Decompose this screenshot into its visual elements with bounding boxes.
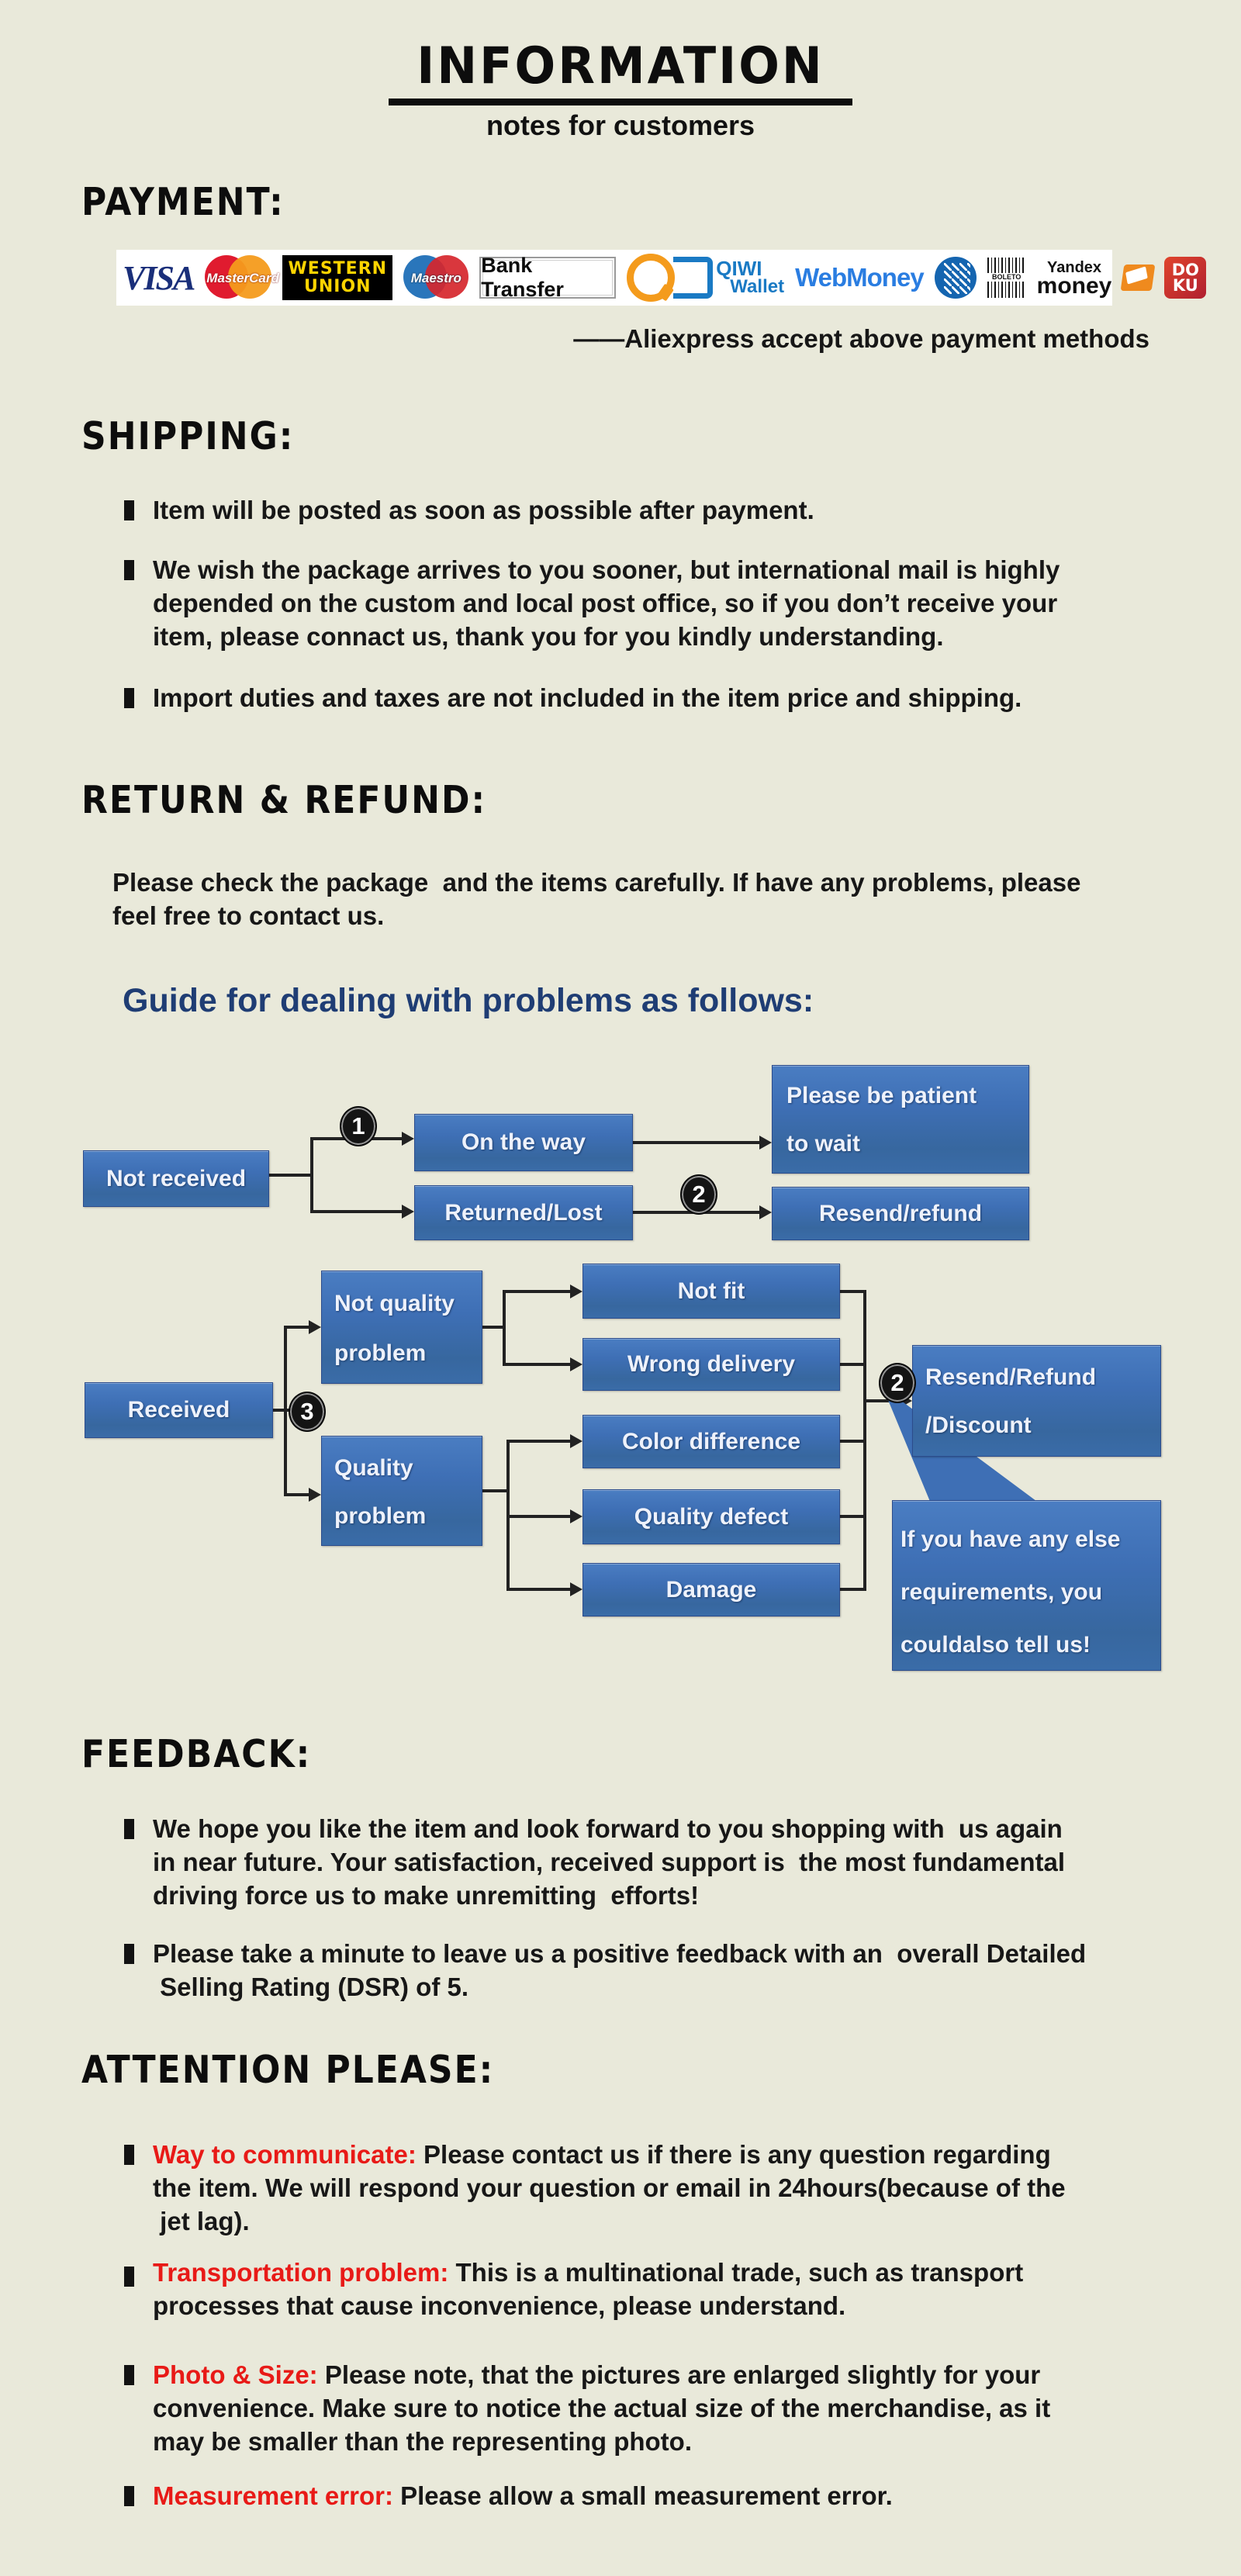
- attention-bullet1-line3: jet lag).: [153, 2207, 250, 2235]
- webmoney-label: WebMoney: [795, 263, 924, 292]
- return-line1: Please check the package and the items carefully. If have any problems, please: [112, 868, 1081, 897]
- wallet-icon: [1121, 265, 1156, 291]
- feedback-bullets: [124, 1812, 1210, 2004]
- bullet-square-icon: [124, 1944, 134, 1964]
- flow-node-quality-problem: [321, 1436, 482, 1546]
- qiwi-wallet-icon: [673, 257, 713, 299]
- qiwi-q-icon: [627, 254, 675, 302]
- flow-node-line: problem: [334, 1503, 427, 1529]
- flow-node-resend-refund: Resend/refund: [772, 1187, 1029, 1240]
- flow-node-not-received: Not received: [83, 1150, 269, 1207]
- flow-speech-bubble: [892, 1500, 1161, 1671]
- flow-node-quality-defect: Quality defect: [582, 1489, 840, 1544]
- flow-node-not-quality-problem: [321, 1271, 482, 1384]
- feedback-bullet2-line1: Please take a minute to leave us a positive feedback with an overall Detailed: [153, 1939, 1087, 1968]
- attention-bullet2-line1: [153, 2256, 1023, 2289]
- attention-bullet1-lead: Way to communicate:: [153, 2140, 417, 2169]
- attention-bullet3-line3: may be smaller than the representing photo.: [153, 2427, 692, 2456]
- attention-bullet3-first: Please note, that the pictures are enlarged slightly for your: [317, 2360, 1041, 2389]
- return-line2: feel free to contact us.: [112, 901, 385, 930]
- attention-bullet2-lead: Transportation problem:: [153, 2258, 449, 2287]
- flow-node-resend-refund-discount: [912, 1345, 1161, 1457]
- flow-node-line: Not quality: [334, 1291, 455, 1316]
- flow-node-returned-lost: Returned/Lost: [414, 1185, 633, 1240]
- bullet-square-icon: [124, 560, 134, 580]
- qiwi-wallet-logo: [627, 254, 784, 302]
- western-union-logo: [282, 255, 392, 300]
- attention-bullet2-first: This is a multinational trade, such as transport: [448, 2258, 1024, 2287]
- payment-methods-strip: [116, 250, 1200, 306]
- doku-label-line2: KU: [1172, 276, 1198, 295]
- attention-bullet3-lead: Photo & Size:: [153, 2360, 318, 2389]
- list-item: [124, 2358, 1210, 2458]
- payment-heading: PAYMENT:: [81, 180, 285, 225]
- step-badge-1: 1: [340, 1106, 377, 1146]
- title-underline: [389, 99, 852, 105]
- flow-node-wrong-delivery: Wrong delivery: [582, 1338, 840, 1391]
- feedback-bullet1-line3: driving force us to make unremitting efforts!: [153, 1881, 700, 1910]
- list-item: [124, 2256, 1210, 2322]
- attention-bullets: [124, 2138, 1210, 2512]
- header: [0, 37, 1241, 142]
- doku-logo: [1164, 257, 1206, 299]
- shipping-bullet2-line3: item, please connact us, thank you for you kindly understanding.: [153, 622, 944, 651]
- flow-node-line: to wait: [786, 1131, 860, 1157]
- western-union-line1: WESTERN: [288, 259, 388, 278]
- attention-bullet4-first: Please allow a small measurement error.: [392, 2481, 893, 2510]
- list-item: [124, 2479, 1210, 2512]
- aliexpress-note: ——Aliexpress accept above payment methods: [573, 324, 1149, 353]
- flow-node-please-be-patient: [772, 1065, 1029, 1174]
- flow-node-line: Please be patient: [786, 1083, 977, 1108]
- webmoney-logo: [795, 263, 924, 292]
- mastercard-logo: [205, 255, 279, 300]
- flow-node-on-the-way: On the way: [414, 1114, 633, 1171]
- yandex-money-logo: [1036, 259, 1112, 299]
- bullet-square-icon: [124, 688, 134, 708]
- mastercard-label: MasterCard: [206, 271, 279, 285]
- feedback-bullet2-line2: Selling Rating (DSR) of 5.: [153, 1973, 469, 2001]
- bullet-square-icon: [124, 1819, 134, 1839]
- flow-node-line: problem: [334, 1340, 427, 1366]
- guide-heading: Guide for dealing with problems as follows:: [123, 982, 814, 1019]
- problems-flowchart: [0, 1055, 1241, 1683]
- flow-node-color-difference: Color difference: [582, 1415, 840, 1468]
- flow-node-not-fit: Not fit: [582, 1264, 840, 1319]
- shipping-heading: SHIPPING:: [81, 414, 295, 459]
- attention-bullet1-first: Please contact us if there is any question regarding: [416, 2140, 1051, 2169]
- attention-bullet4-lead: Measurement error:: [153, 2481, 393, 2510]
- bullet-square-icon: [124, 2365, 134, 2385]
- shipping-bullet2-line1: We wish the package arrives to you sooner, but international mail is highly: [153, 555, 1060, 584]
- list-item: [124, 493, 1210, 527]
- list-item: [124, 1937, 1210, 2004]
- boleto-label: BOLETO: [987, 273, 1026, 282]
- attention-bullet4-line1: [153, 2479, 893, 2512]
- yandex-label-line2: money: [1036, 273, 1112, 299]
- page-title: INFORMATION: [417, 36, 824, 95]
- step-badge-2: 2: [680, 1174, 717, 1215]
- list-item: [124, 2138, 1210, 2238]
- return-refund-heading: RETURN & REFUND:: [81, 778, 487, 823]
- attention-heading: ATTENTION PLEASE:: [81, 2048, 495, 2093]
- bullet-square-icon: [124, 500, 134, 520]
- feedback-bullet1-line1: We hope you like the item and look forward to you shopping with us again: [153, 1814, 1063, 1843]
- western-union-line2: UNION: [304, 277, 372, 296]
- attention-bullet1-line2: the item. We will respond your question or email in 24hours(because of the: [153, 2173, 1066, 2202]
- visa-label: VISA: [123, 258, 195, 297]
- shipping-bullet2-line2: depended on the custom and local post office, so if you don’t receive your: [153, 589, 1058, 617]
- doku-label-line1: DO: [1171, 261, 1200, 279]
- attention-bullet1-line1: [153, 2138, 1066, 2171]
- list-item: [124, 681, 1210, 714]
- feedback-bullet1-line2: in near future. Your satisfaction, received support is the most fundamental: [153, 1848, 1066, 1876]
- webmoney-globe-icon: [935, 257, 977, 299]
- bullet-square-icon: [124, 2486, 134, 2506]
- shipping-bullet3-line1: Import duties and taxes are not included in the item price and shipping.: [153, 683, 1022, 712]
- list-item: [124, 1812, 1210, 1912]
- attention-bullet3-line2: convenience. Make sure to notice the actual size of the merchandise, as it: [153, 2394, 1051, 2422]
- bullet-square-icon: [124, 2145, 134, 2165]
- boleto-barcode-logo: [987, 258, 1026, 298]
- bubble-line: requirements, you: [901, 1579, 1103, 1605]
- return-refund-paragraph: [112, 866, 1080, 932]
- flow-node-received: Received: [85, 1382, 273, 1438]
- flow-node-line: Quality: [334, 1455, 413, 1481]
- attention-bullet2-line2: processes that cause inconvenience, please understand.: [153, 2291, 846, 2320]
- qiwi-q-tail: [657, 284, 674, 302]
- page-subtitle: notes for customers: [486, 109, 755, 141]
- flow-node-damage: Damage: [582, 1563, 840, 1616]
- bank-transfer-logo: [479, 254, 616, 301]
- qiwi-label-line1: QIWI: [716, 257, 762, 280]
- bubble-line: If you have any else: [901, 1527, 1121, 1552]
- shipping-bullet1-line1: Item will be posted as soon as possible after payment.: [153, 496, 814, 524]
- list-item: [124, 553, 1210, 653]
- flow-node-line: /Discount: [925, 1412, 1032, 1438]
- qiwi-label-line2: Wallet: [730, 276, 785, 297]
- shipping-bullets: [124, 493, 1210, 714]
- feedback-heading: FEEDBACK:: [81, 1732, 312, 1777]
- yandex-label-line1: Yandex: [1047, 259, 1102, 276]
- bubble-line: couldalso tell us!: [901, 1632, 1091, 1658]
- attention-bullet3-line1: [153, 2358, 1050, 2391]
- bullet-square-icon: [124, 2267, 134, 2287]
- bank-transfer-label: Bank Transfer: [481, 254, 564, 301]
- step-badge-2b: 2: [879, 1363, 916, 1403]
- maestro-label: Maestro: [410, 271, 461, 285]
- step-badge-3: 3: [289, 1392, 326, 1432]
- flow-node-line: Resend/Refund: [925, 1364, 1097, 1390]
- maestro-logo: [403, 255, 468, 300]
- visa-logo: [123, 258, 194, 298]
